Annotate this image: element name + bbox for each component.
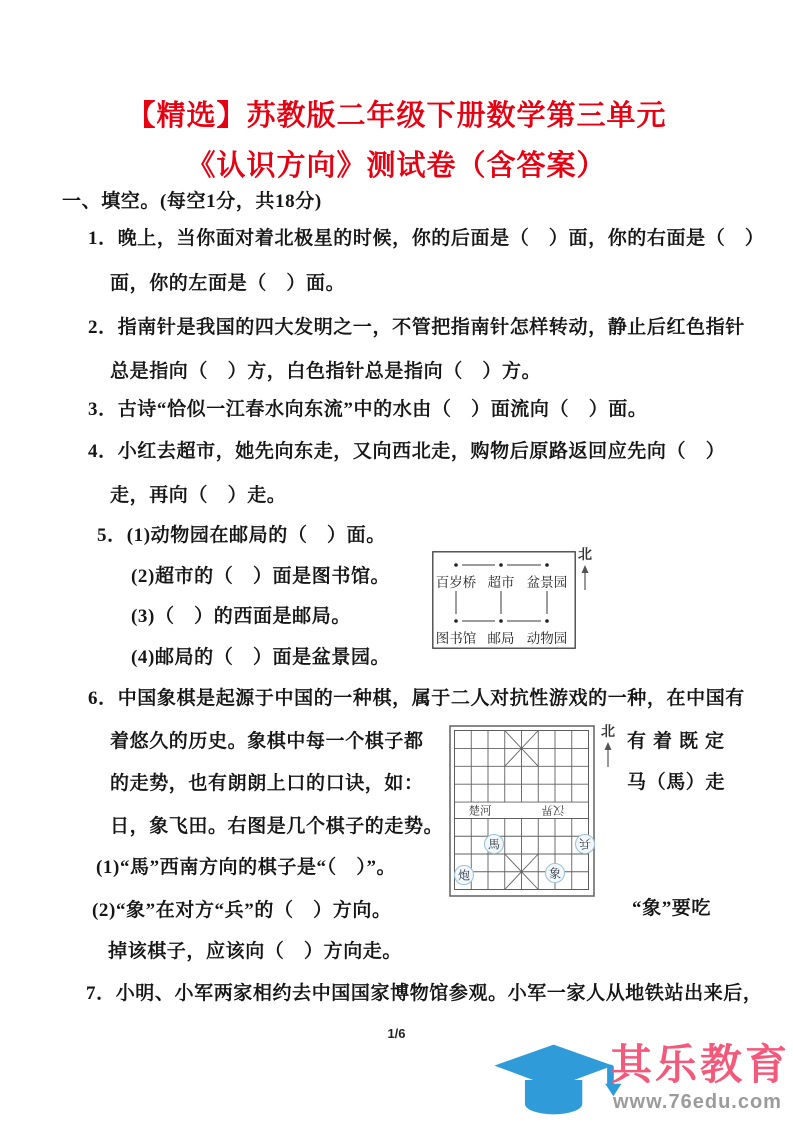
q6-chessboard-figure xyxy=(449,725,595,897)
board-river-left-label: 楚河 xyxy=(468,805,492,818)
section-1-heading: 一、填空。(每空1分，共18分) xyxy=(62,191,322,212)
question-1-line-1: 1．晚上，当你面对着北极星的时候，你的后面是（ ）面，你的右面是（ ） xyxy=(88,228,765,249)
question-6-right-1: 有着既定 xyxy=(627,731,732,752)
paper-title-line-1: 【精选】苏教版二年级下册数学第三单元 xyxy=(126,100,667,132)
question-6-line-2: 着悠久的历史。象棋中每一个棋子都 xyxy=(110,731,424,752)
question-3-line-1: 3．古诗“恰似一江春水向东流”中的水由（ ）面流向（ ）面。 xyxy=(88,399,648,420)
map-label-chaoshi: 超市 xyxy=(487,575,515,590)
svg-text:兵: 兵 xyxy=(578,836,592,851)
map-north-marker xyxy=(578,549,592,590)
question-2-line-1: 2．指南针是我国的四大发明之一，不管把指南针怎样转动，静止后红色指针 xyxy=(88,317,745,338)
question-6-line-3: 的走势，也有朗朗上口的口诀，如： xyxy=(110,773,424,794)
question-6-sub-2: (2)“象”在对方“兵”的（ ）方向。 xyxy=(92,900,392,921)
board-river-right-label: 汉界 xyxy=(541,803,565,816)
question-5-line-4: (4)邮局的（ ）面是盆景园。 xyxy=(131,647,391,668)
question-6-sub-2-cont: 掉该棋子，应该向（ ）方向走。 xyxy=(108,941,403,962)
question-6-sub-1: (1)“馬”西南方向的棋子是“（ ）”。 xyxy=(96,857,397,878)
map-north-arrow-icon xyxy=(580,564,590,590)
board-north-marker xyxy=(601,726,615,767)
map-label-tushuguan: 图书馆 xyxy=(435,631,477,646)
map-label-youju: 邮局 xyxy=(487,631,515,646)
svg-text:馬: 馬 xyxy=(487,837,501,852)
question-5-line-3: (3)（ ）的西面是邮局。 xyxy=(131,606,351,627)
graduation-cap-icon xyxy=(486,1036,626,1122)
question-6-line-4: 日，象飞田。右图是几个棋子的走势。 xyxy=(110,816,444,837)
map-label-baisuiqiao: 百岁桥 xyxy=(435,575,477,590)
question-6-right-2: 马（馬）走 xyxy=(627,772,726,793)
q5-map-figure xyxy=(432,551,576,649)
map-label-penjingyuan: 盆景园 xyxy=(526,575,568,590)
chess-piece-xiang xyxy=(546,864,565,883)
question-1-line-2: 面，你的左面是（ ）面。 xyxy=(110,273,346,294)
map-label-dongwuyuan: 动物园 xyxy=(526,631,568,646)
question-5-line-2: (2)超市的（ ）面是图书馆。 xyxy=(131,566,391,587)
question-4-line-2: 走，再向（ ）走。 xyxy=(110,485,287,506)
logo-website-url: www.76edu.com xyxy=(613,1091,782,1113)
chess-piece-bing xyxy=(576,835,595,854)
svg-text:象: 象 xyxy=(548,866,562,881)
question-7-line-1: 7．小明、小军两家相约去中国国家博物馆参观。小军一家人从地铁站出来后， xyxy=(86,983,763,1004)
chess-piece-ma xyxy=(485,835,504,854)
board-north-label: 北 xyxy=(601,725,615,740)
chess-piece-pao xyxy=(455,866,474,885)
question-5-line-1: 5．(1)动物园在邮局的（ ）面。 xyxy=(97,525,386,546)
map-north-label: 北 xyxy=(578,548,592,563)
question-4-line-1: 4．小红去超市，她先向东走，又向西北走，购物后原路返回应先向（ ） xyxy=(88,441,726,462)
question-6-right-3: “象”要吃 xyxy=(632,898,712,919)
page-number: 1/6 xyxy=(387,1026,406,1041)
question-6-line-1: 6．中国象棋是起源于中国的一种棋，属于二人对抗性游戏的一种，在中国有 xyxy=(88,688,745,709)
question-2-line-2: 总是指向（ ）方，白色指针总是指向（ ）方。 xyxy=(110,361,542,382)
logo-brand-text: 其乐教育 xyxy=(610,1041,791,1088)
board-north-arrow-icon xyxy=(603,741,613,767)
paper-title-line-2: 《认识方向》测试卷（含答案） xyxy=(186,150,607,182)
svg-text:炮: 炮 xyxy=(457,868,471,883)
